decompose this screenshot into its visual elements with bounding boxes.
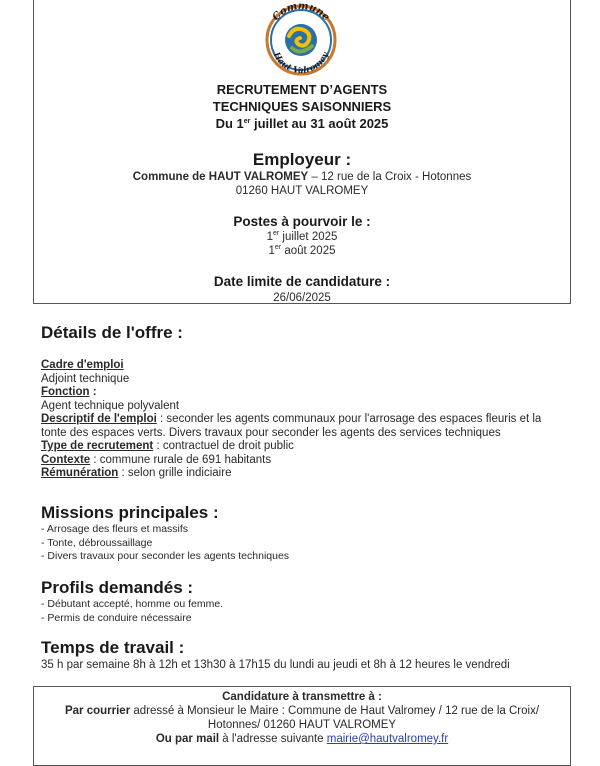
posts-dates	[33, 230, 571, 258]
title-line-2: TECHNIQUES SAISONNIERS	[212, 99, 392, 114]
profils-list	[41, 598, 561, 625]
commune-logo	[256, 0, 346, 76]
page-title	[33, 81, 571, 132]
post-date-2: 1er août 2025	[268, 244, 336, 257]
title-dates: Du 1er juillet au 31 août 2025	[215, 116, 389, 131]
fonction-value: Agent technique polyvalent	[41, 399, 180, 412]
cadre-value: Adjoint technique	[41, 372, 130, 385]
post-date-1: 1er juillet 2025	[266, 230, 338, 243]
deadline-value: 26/06/2025	[273, 292, 331, 304]
logo-top-text: Commune	[270, 0, 332, 24]
fonction-label: Fonction	[41, 386, 90, 398]
contexte: Contexte : commune rurale de 691 habitants	[41, 453, 272, 466]
candidature-block: Candidature à transmettre à : Par courrier adressé à Monsieur le Maire : Commune de Haut Valromey / 12 rue de la Croix/ Hotonnes/ 01260 HAUT VALROMEY Ou par mail à l'adresse suivante mairie@hautvalromey.fr	[33, 690, 571, 746]
remuneration: Rémunération : selon grille indiciaire	[41, 467, 232, 479]
title-line-1: RECRUTEMENT D’AGENTS	[216, 82, 388, 97]
candidature-heading: Candidature à transmettre à :	[222, 691, 382, 703]
temps-value: 35 h par semaine 8h à 12h et 13h30 à 17h15 du lundi au jeudi et 8h à 12 heures le vendredi	[41, 659, 510, 671]
logo-bottom-text: Haut Valromey	[270, 50, 332, 76]
list-item: - Débutant accepté, homme ou femme.	[41, 598, 224, 610]
descriptif: Descriptif de l'emploi : seconder les agents communaux pour l'arrosage des espaces fleuris et la tonte des espaces verts. Divers travaux pour seconder les agents des services techniques	[41, 413, 542, 439]
courrier-label: Par courrier	[64, 705, 131, 717]
courrier-line-2: Hotonnes/ 01260 HAUT VALROMEY	[207, 719, 397, 731]
posts-heading: Postes à pourvoir le :	[233, 214, 371, 229]
list-item: - Arrosage des fleurs et massifs	[41, 523, 189, 535]
employer-name: Commune de HAUT VALROMEY	[132, 171, 309, 183]
deadline-heading: Date limite de candidature :	[213, 274, 391, 289]
missions-heading: Missions principales :	[41, 503, 219, 522]
details-heading: Détails de l'offre :	[41, 323, 183, 342]
employer-address: Commune de HAUT VALROMEY – 12 rue de la Croix - Hotonnes 01260 HAUT VALROMEY	[33, 170, 571, 198]
missions-list	[41, 523, 561, 564]
temps-heading: Temps de travail :	[41, 638, 185, 657]
cadre-label: Cadre d'emploi	[41, 359, 124, 371]
details-body: Cadre d'emploi Adjoint technique Fonction : Agent technique polyvalent Descriptif de l'emploi : seconder les agents communaux pour l'arrosage des espaces fleuris et la tonte des espaces verts. Divers travaux pour seconder les agents des services techniques Type de recrutement : contractuel de droit public Contexte : commune rurale de 691 habitants Rémunération : selon grille indiciaire	[41, 359, 561, 481]
profils-heading: Profils demandés :	[41, 578, 194, 597]
type-recrutement: Type de recrutement : contractuel de droit public	[41, 440, 294, 452]
list-item: - Permis de conduire nécessaire	[41, 611, 192, 624]
employer-city: 01260 HAUT VALROMEY	[235, 185, 369, 197]
list-item: - Divers travaux pour seconder les agents techniques	[41, 550, 290, 562]
mail-label: Ou par mail	[155, 733, 220, 745]
mail-link[interactable]: mairie@hautvalromey.fr	[326, 733, 449, 745]
list-item: - Tonte, débroussaillage	[41, 536, 153, 549]
employer-heading: Employeur :	[252, 150, 352, 169]
